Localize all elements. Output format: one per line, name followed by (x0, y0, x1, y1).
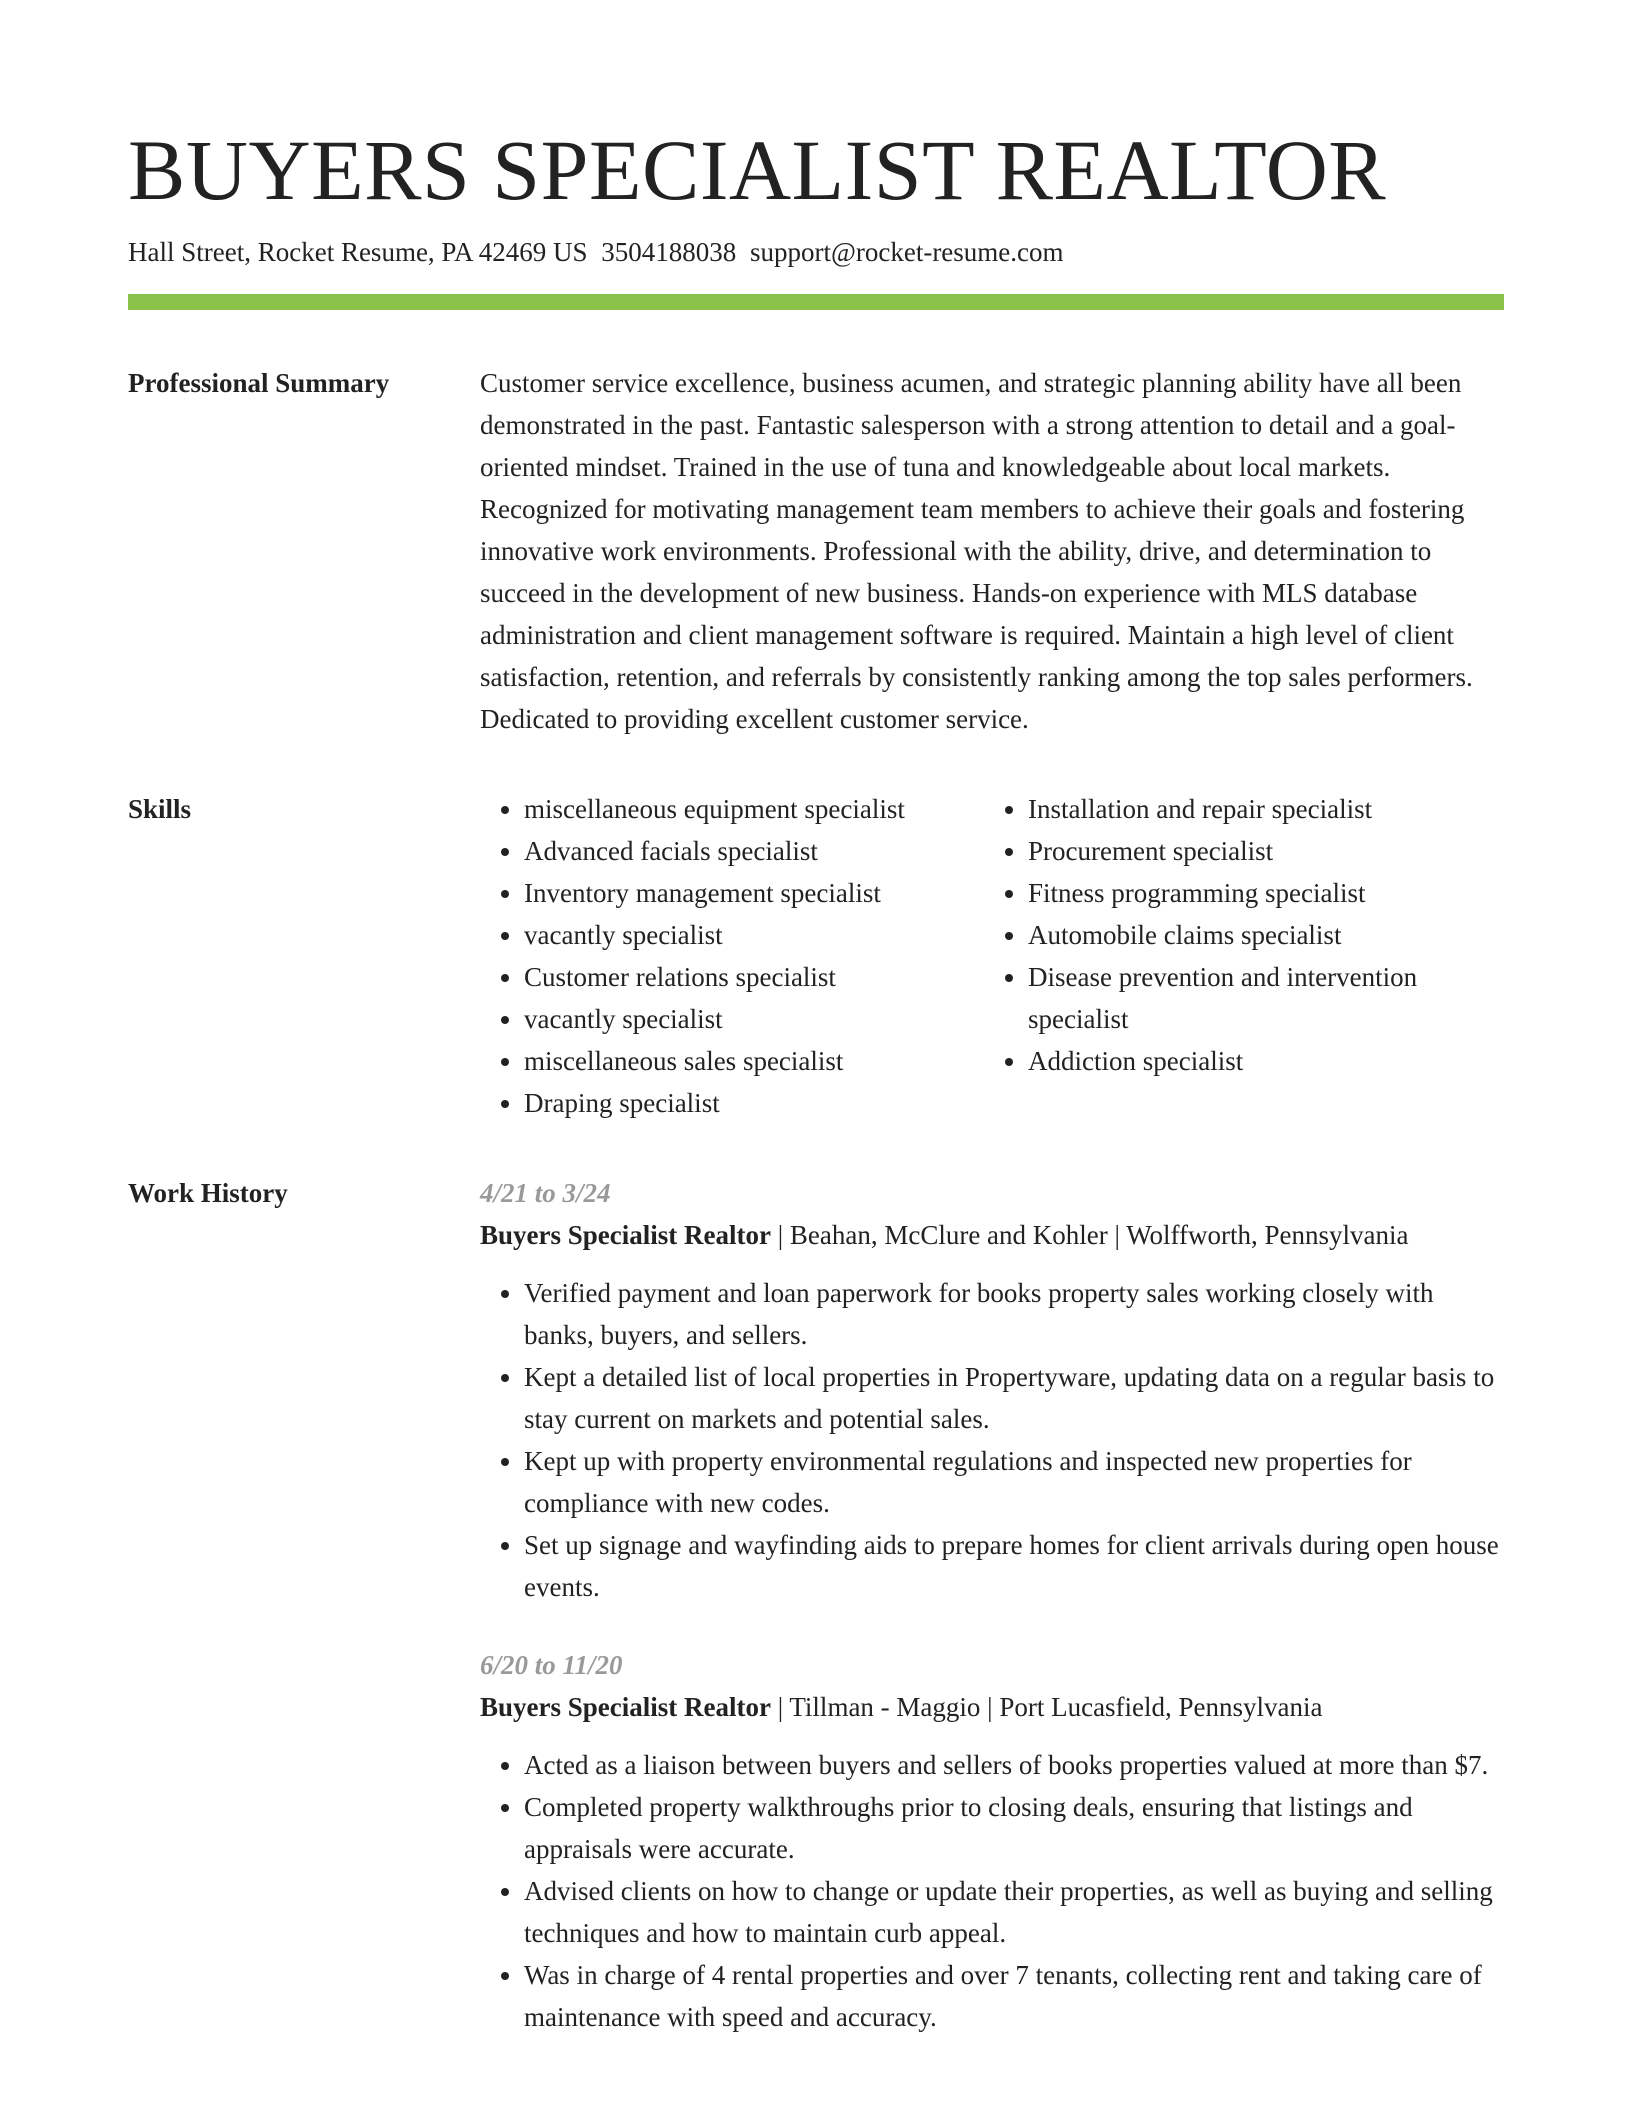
skill-item: • Fitness programming specialist (1028, 872, 1504, 914)
skills-column-1 (480, 788, 984, 1124)
skill-item: • Inventory management specialist (524, 872, 984, 914)
header-divider (128, 294, 1504, 310)
separator: | (777, 1220, 790, 1250)
skill-item: • Advanced facials specialist (524, 830, 984, 872)
skills-heading: Skills (128, 794, 192, 824)
job-title-line (480, 1214, 1504, 1256)
skill-item: • Customer relations specialist (524, 956, 984, 998)
job-bullet: • Kept a detailed list of local properties in Propertyware, updating data on a regular basis to stay current on markets and potential sales. (524, 1356, 1504, 1440)
job-title: Buyers Specialist Realtor (480, 1692, 771, 1722)
skill-item: • Addiction specialist (1028, 1040, 1504, 1082)
job-bullet: • Set up signage and wayfinding aids to prepare homes for client arrivals during open house events. (524, 1524, 1504, 1608)
skill-item: • Automobile claims specialist (1028, 914, 1504, 956)
job-title-line (480, 1686, 1504, 1728)
work-history-heading: Work History (128, 1178, 288, 1208)
skill-item: • Procurement specialist (1028, 830, 1504, 872)
job-entry (480, 1172, 1504, 1608)
skill-item: • Installation and repair specialist (1028, 788, 1504, 830)
work-history-section (128, 1172, 1504, 2038)
resume-page (128, 118, 1504, 2038)
contact-address: Hall Street, Rocket Resume, PA 42469 US (128, 237, 588, 267)
separator: | (777, 1692, 790, 1722)
skill-item: • vacantly specialist (524, 914, 984, 956)
job-bullet: • Acted as a liaison between buyers and sellers of books properties valued at more than $7. (524, 1744, 1504, 1786)
separator: | (987, 1692, 1000, 1722)
skill-item: • miscellaneous equipment specialist (524, 788, 984, 830)
work-history-body (480, 1172, 1504, 2038)
skills-body (480, 788, 1504, 1124)
skill-item: • Draping specialist (524, 1082, 984, 1124)
skills-section (128, 788, 1504, 1124)
job-entry (480, 1644, 1504, 2038)
contact-phone: 3504188038 (601, 237, 737, 267)
skill-item: • Disease prevention and intervention specialist (1028, 956, 1504, 1040)
job-bullet: • Kept up with property environmental regulations and inspected new properties for compliance with new codes. (524, 1440, 1504, 1524)
candidate-name: BUYERS SPECIALIST REALTOR (128, 122, 1387, 218)
job-dates: 4/21 to 3/24 (480, 1178, 611, 1208)
job-bullet: • Was in charge of 4 rental properties and over 7 tenants, collecting rent and taking care of maintenance with speed and accuracy. (524, 1954, 1504, 2038)
job-company: Tillman - Maggio (789, 1692, 981, 1722)
job-bullets (480, 1272, 1504, 1608)
job-bullet: • Advised clients on how to change or update their properties, as well as buying and selling techniques and how to maintain curb appeal. (524, 1870, 1504, 1954)
job-company: Beahan, McClure and Kohler (789, 1220, 1108, 1250)
separator: | (1114, 1220, 1127, 1250)
summary-text: Customer service excellence, business acumen, and strategic planning ability have all been demonstrated in the past. Fantastic salesperson with a strong attention to detail and a goal-oriented mindset. Trained in the use of tuna and knowledgeable about local markets. Recognized for motivating management team members to achieve their goals and fostering innovative work environments. Professional with the ability, drive, and determination to succeed in the development of new business. Hands-on experience with MLS database administration and client management software is required. Maintain a high level of client satisfaction, retention, and referrals by consistently ranking among the top sales performers. Dedicated to providing excellent customer service. (480, 368, 1473, 734)
summary-body (480, 362, 1504, 740)
skill-item: • vacantly specialist (524, 998, 984, 1040)
contact-line (128, 232, 1504, 272)
job-bullets (480, 1744, 1504, 2038)
job-title: Buyers Specialist Realtor (480, 1220, 771, 1250)
skills-column-2 (984, 788, 1504, 1124)
job-bullet: • Completed property walkthroughs prior to closing deals, ensuring that listings and appraisals were accurate. (524, 1786, 1504, 1870)
contact-email[interactable]: support@rocket-resume.com (750, 237, 1064, 267)
job-dates: 6/20 to 11/20 (480, 1650, 623, 1680)
job-bullet: • Verified payment and loan paperwork for books property sales working closely with banks, buyers, and sellers. (524, 1272, 1504, 1356)
skill-item: • miscellaneous sales specialist (524, 1040, 984, 1082)
summary-heading: Professional Summary (128, 368, 390, 398)
job-location: Port Lucasfield, Pennsylvania (999, 1692, 1323, 1722)
summary-section (128, 362, 1504, 740)
job-location: Wolffworth, Pennsylvania (1126, 1220, 1409, 1250)
